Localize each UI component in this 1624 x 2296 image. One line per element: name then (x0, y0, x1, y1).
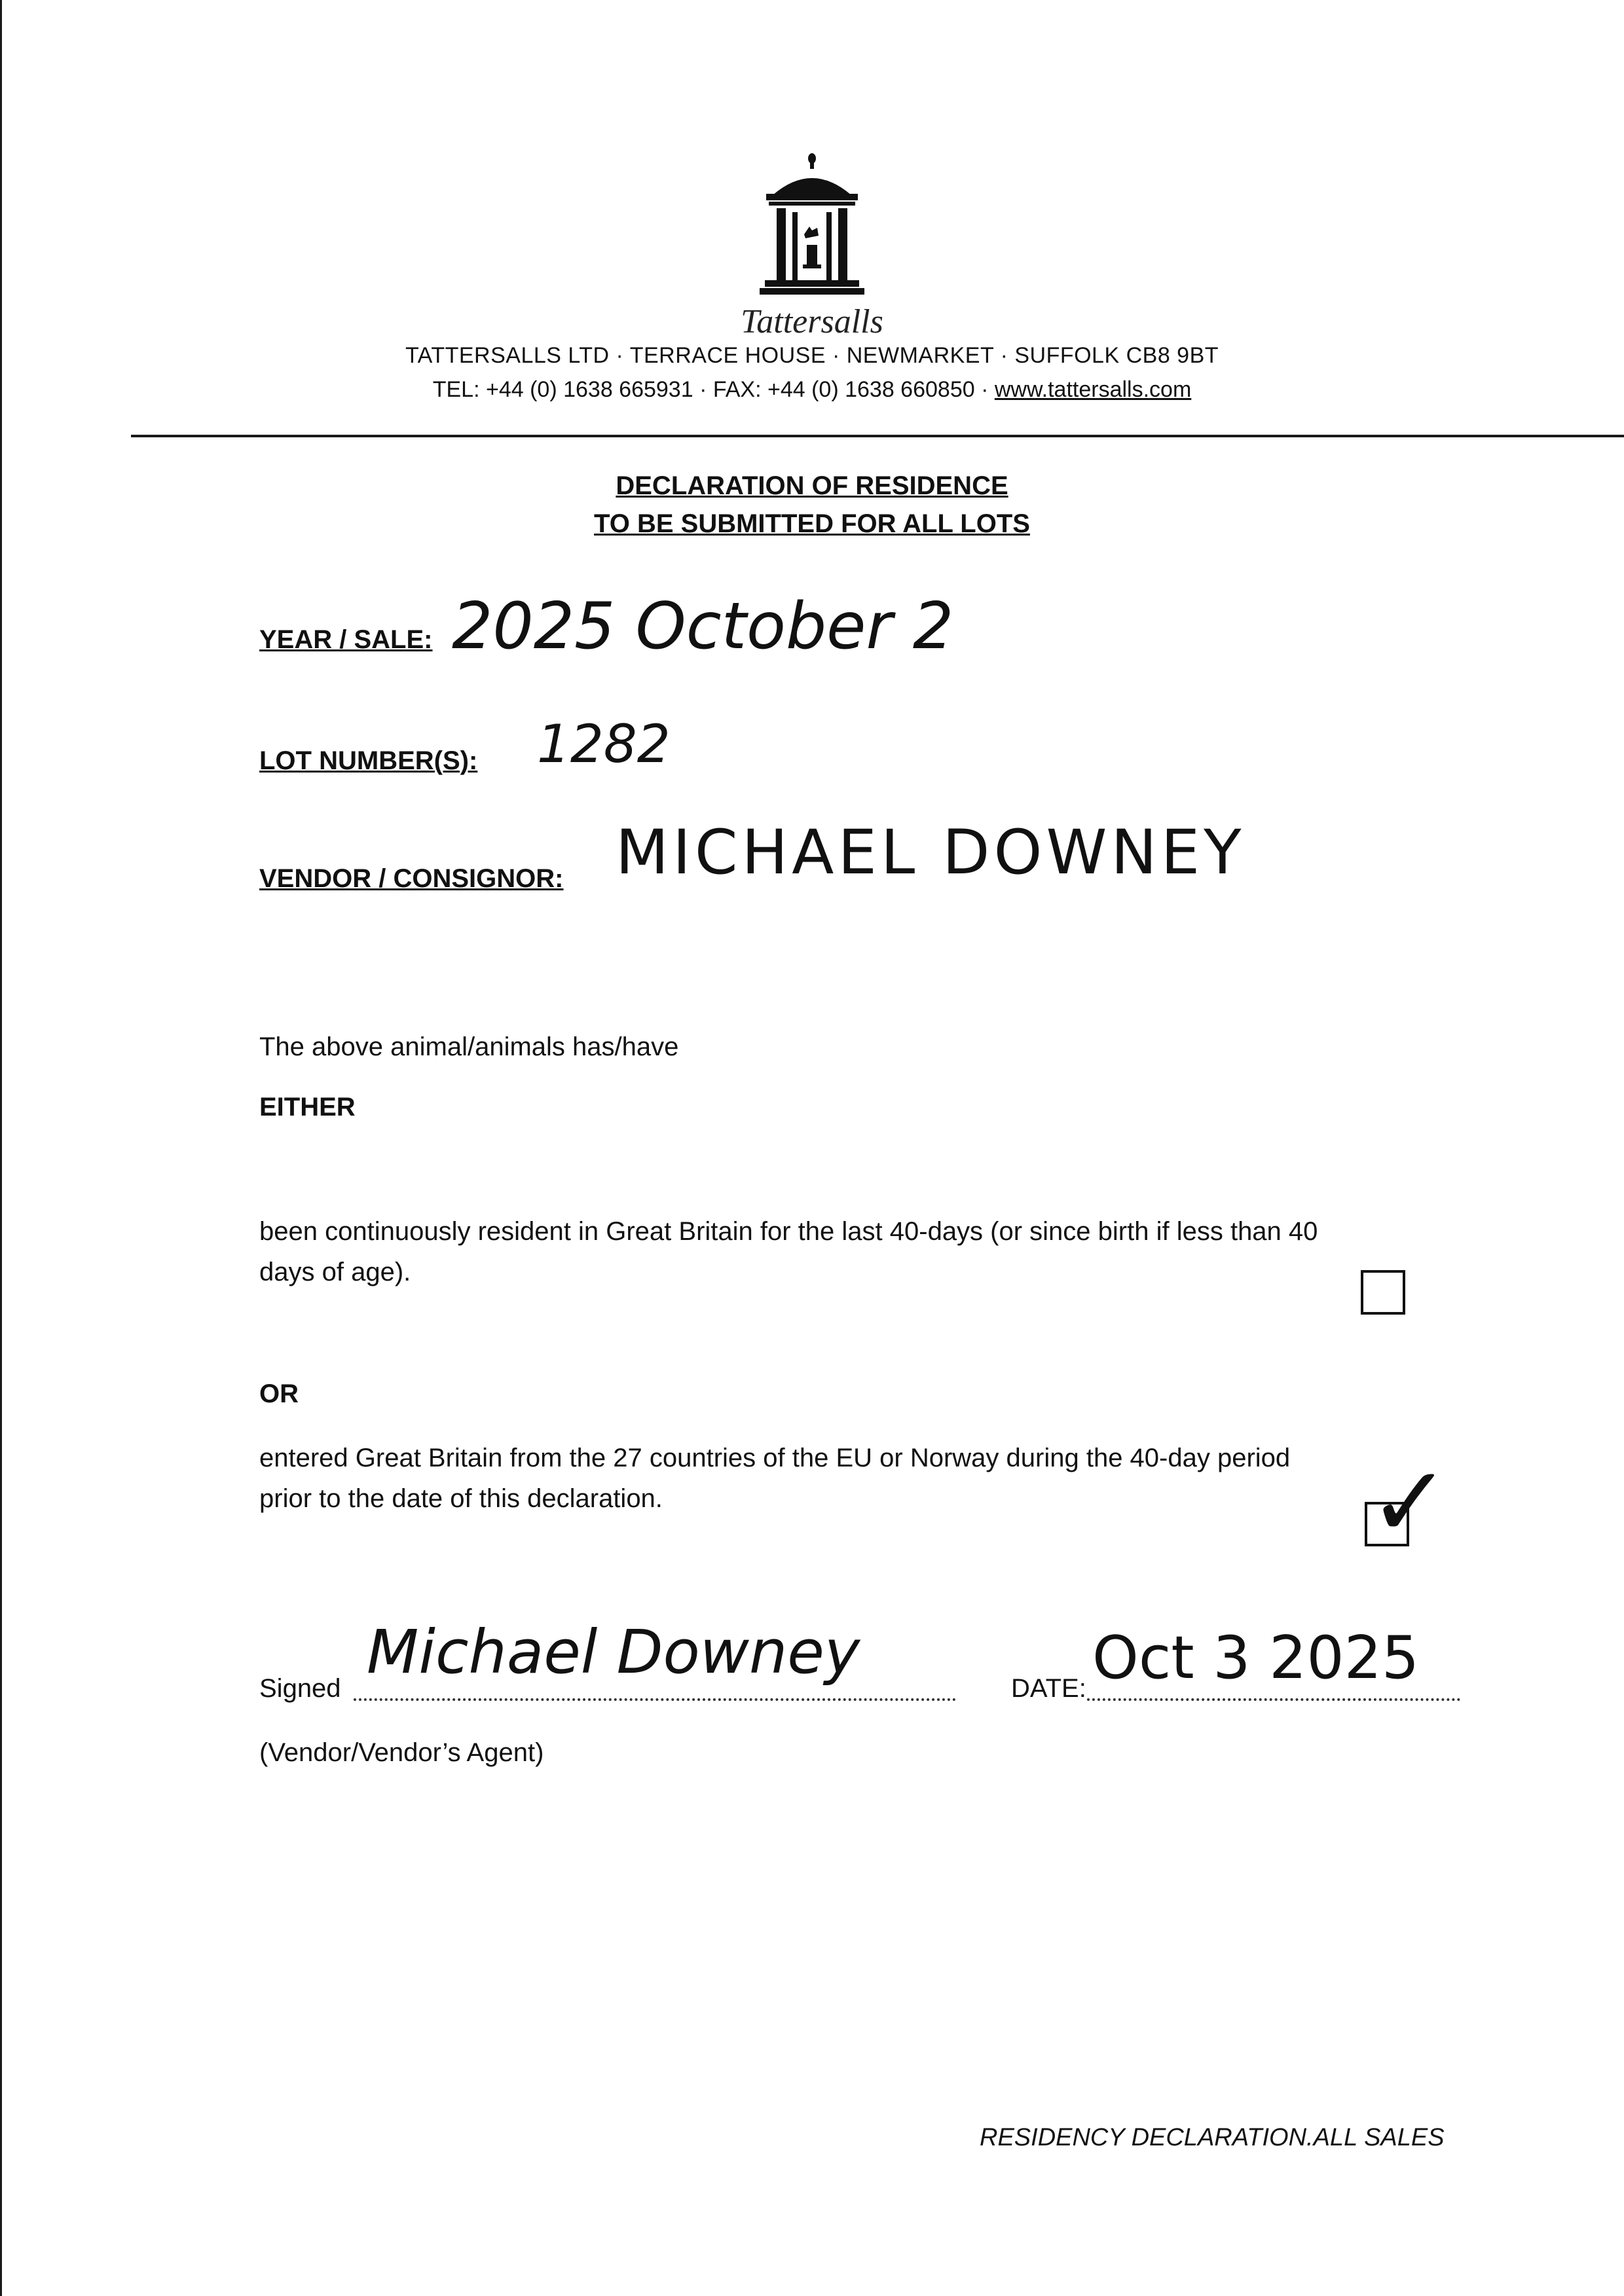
website-link[interactable]: www.tattersalls.com (994, 377, 1192, 402)
document-reference: RESIDENCY DECLARATION.ALL SALES (980, 2124, 1445, 2151)
contact-phone-fax: TEL: +44 (0) 1638 665931 · FAX: +44 (0) 1638 660850 · (432, 377, 995, 402)
signed-label: Signed (259, 1674, 341, 1703)
option1-text-line1: been continuously resident in Great Britain for the last 40-days (or since birth if less than 40 (259, 1217, 1318, 1246)
year-sale-label: YEAR / SALE: (259, 625, 433, 654)
option2-check-mark: ✓ (1369, 1446, 1451, 1559)
form-subtitle (0, 509, 1624, 539)
vendor-label: VENDOR / CONSIGNOR: (259, 864, 564, 893)
tattersalls-logo (747, 149, 877, 306)
declaration-intro: The above animal/animals has/have (259, 1032, 679, 1061)
either-heading: EITHER (259, 1093, 356, 1121)
contact-line (0, 377, 1624, 403)
brand-name: Tattersalls (741, 303, 883, 340)
form-title-line1: DECLARATION OF RESIDENCE (616, 471, 1008, 500)
signature-value[interactable]: Michael Downey (367, 1617, 860, 1687)
option1-checkbox[interactable] (1361, 1270, 1405, 1315)
option1-text-line2: days of age). (259, 1258, 411, 1286)
vendor-value[interactable]: MICHAEL DOWNEY (616, 817, 1246, 888)
option2-text-line2: prior to the date of this declaration. (259, 1484, 663, 1513)
date-line (1087, 1696, 1460, 1701)
or-heading: OR (259, 1379, 299, 1408)
lot-number-label: LOT NUMBER(S): (259, 746, 478, 775)
lot-number-value[interactable]: 1282 (537, 714, 671, 774)
date-label: DATE: (1011, 1674, 1086, 1703)
header-divider (131, 435, 1624, 437)
year-sale-value[interactable]: 2025 October 2 (452, 589, 954, 664)
form-title-line2: TO BE SUBMITTED FOR ALL LOTS (594, 509, 1030, 538)
option2-text-line1: entered Great Britain from the 27 countries of the EU or Norway during the 40-day period (259, 1444, 1291, 1472)
signatory-role: (Vendor/Vendor’s Agent) (259, 1738, 544, 1767)
company-address: TATTERSALLS LTD · TERRACE HOUSE · NEWMARKET · SUFFOLK CB8 9BT (405, 343, 1219, 368)
form-title (0, 471, 1624, 501)
signature-line (354, 1696, 956, 1701)
date-value[interactable]: Oct 3 2025 (1092, 1624, 1420, 1692)
